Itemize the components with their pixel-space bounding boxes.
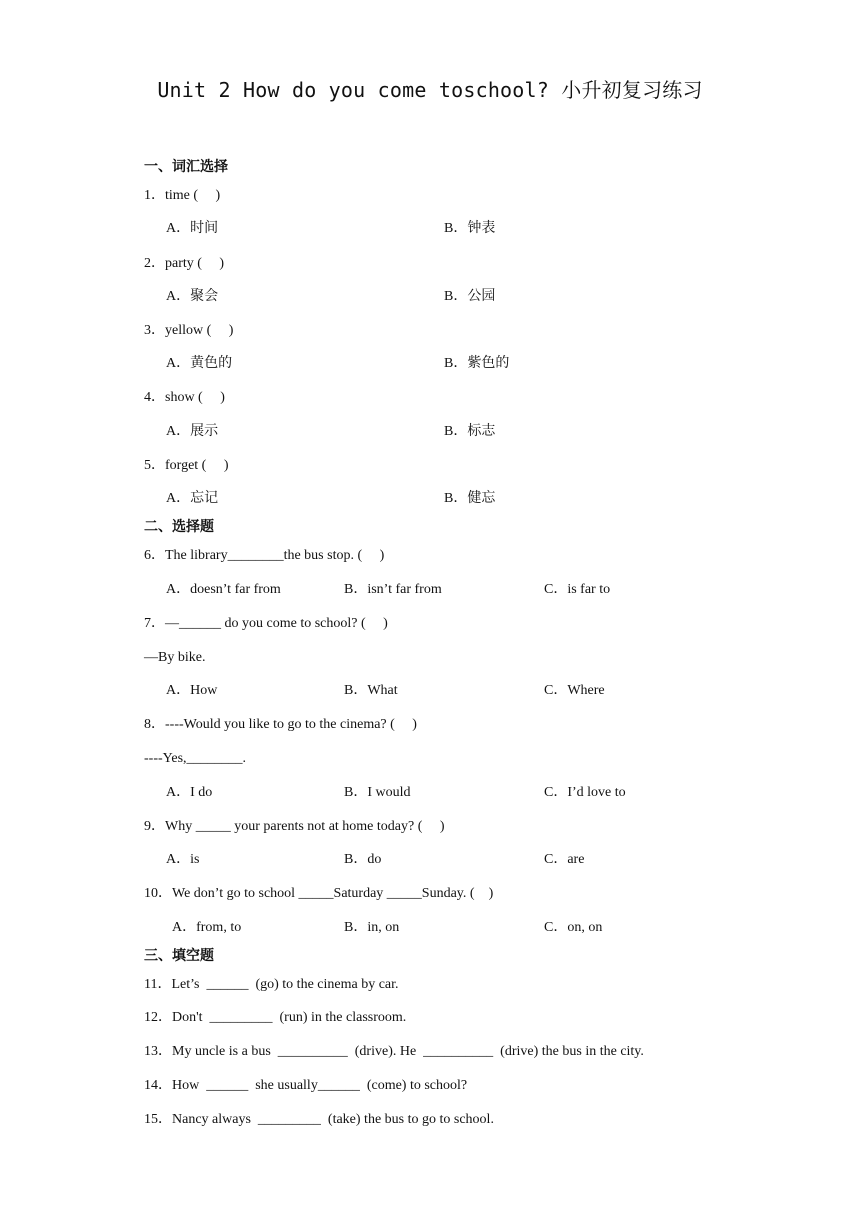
q3-option-a: A．黄色的 <box>166 356 233 371</box>
q2-option-a: A．聚会 <box>166 289 219 304</box>
question-7-response: —By bike. <box>144 650 206 665</box>
q6-option-a: A．doesn’t far from <box>166 582 281 597</box>
q10-option-b: B．in, on <box>344 920 400 935</box>
question-8-response: ----Yes,________. <box>144 751 247 766</box>
q8-option-a: A．I do <box>166 785 213 800</box>
q9-option-b: B．do <box>344 852 382 867</box>
q5-option-a: A．忘记 <box>166 491 219 506</box>
question-7: 7．—______ do you come to school? ( ) <box>144 616 388 631</box>
question-6: 6．The library________the bus stop. ( ) <box>144 548 385 563</box>
q7-option-c: C．Where <box>544 683 605 698</box>
question-3: 3．yellow ( ) <box>144 323 234 338</box>
page-title: Unit 2 How do you come toschool? 小升初复习练习 <box>157 78 703 102</box>
q2-option-b: B．公园 <box>444 289 496 304</box>
q8-option-c: C．I’d love to <box>544 785 626 800</box>
q4-option-a: A．展示 <box>166 424 219 439</box>
section-heading-vocab: 一、词汇选择 <box>144 159 228 175</box>
question-5: 5．forget ( ) <box>144 458 229 473</box>
question-10: 10．We don’t go to school _____Saturday _____Sunday. ( ) <box>144 886 494 901</box>
q10-option-c: C．on, on <box>544 920 603 935</box>
question-14: 14．How ______ she usually______ (come) to school? <box>144 1078 468 1093</box>
question-8: 8．----Would you like to go to the cinema? ( ) <box>144 717 417 732</box>
q9-option-a: A．is <box>166 852 200 867</box>
q9-option-c: C．are <box>544 852 585 867</box>
q1-option-b: B．钟表 <box>444 221 496 236</box>
q3-option-b: B．紫色的 <box>444 356 510 371</box>
q7-option-b: B．What <box>344 683 398 698</box>
question-4: 4．show ( ) <box>144 390 225 405</box>
question-13: 13．My uncle is a bus __________ (drive). He __________ (drive) the bus in the city. <box>144 1044 644 1059</box>
q7-option-a: A．How <box>166 683 218 698</box>
q10-option-a: A．from, to <box>172 920 242 935</box>
section-heading-fill: 三、填空题 <box>144 948 214 964</box>
q1-option-a: A．时间 <box>166 221 219 236</box>
q5-option-b: B．健忘 <box>444 491 496 506</box>
section-heading-choice: 二、选择题 <box>144 519 214 535</box>
q6-option-b: B．isn’t far from <box>344 582 442 597</box>
question-9: 9．Why _____ your parents not at home today? ( ) <box>144 819 445 834</box>
q4-option-b: B．标志 <box>444 424 496 439</box>
q6-option-c: C．is far to <box>544 582 611 597</box>
q8-option-b: B．I would <box>344 785 411 800</box>
question-1: 1．time ( ) <box>144 188 221 203</box>
question-15: 15．Nancy always _________ (take) the bus to go to school. <box>144 1112 494 1127</box>
question-2: 2．party ( ) <box>144 256 225 271</box>
question-11: 11．Let’s ______ (go) to the cinema by car. <box>144 977 399 992</box>
question-12: 12．Don't _________ (run) in the classroom. <box>144 1010 407 1025</box>
